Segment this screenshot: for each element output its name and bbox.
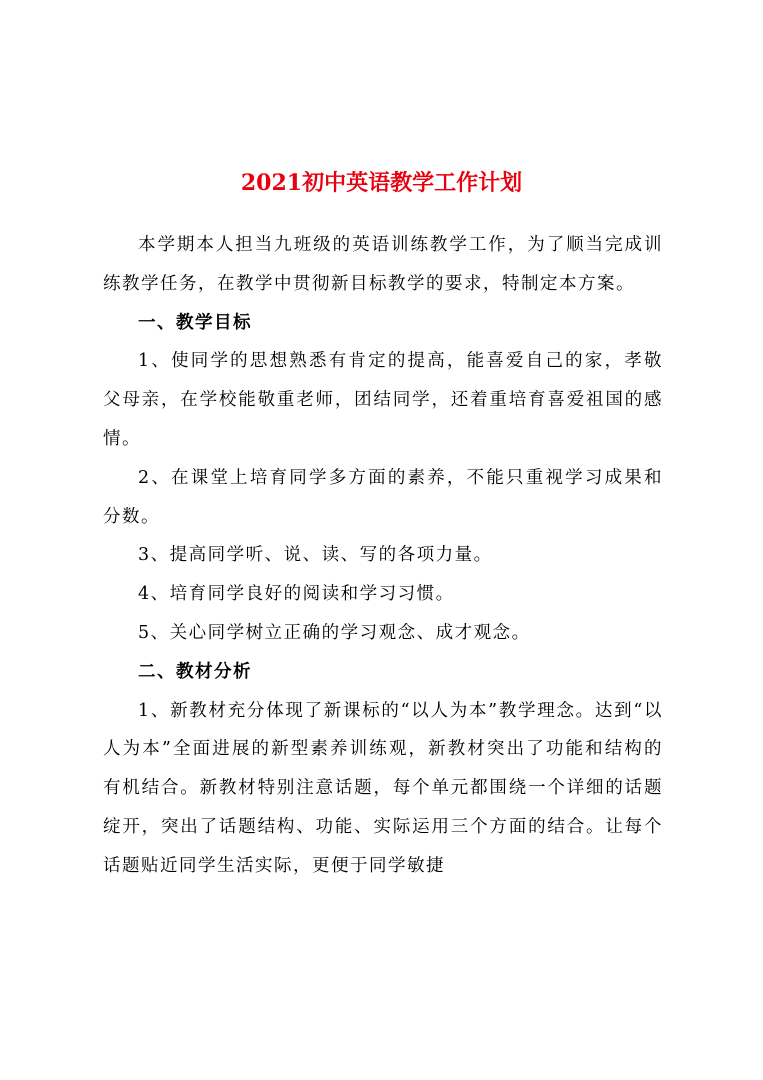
- goal-item-3: 3、提高同学听、说、读、写的各项力量。: [138, 545, 493, 566]
- goal-item-1: 1、使同学的思想熟悉有肯定的提高，能喜爱自己的家，孝敬父母亲，在学校能敬重老师，团结同学，还着重培育喜爱祖国的感情。: [103, 351, 663, 449]
- document-body: [103, 226, 663, 886]
- goal-item-4: 4、培育同学良好的阅读和学习习惯。: [138, 584, 455, 605]
- document-title: 2021初中英语教学工作计划: [240, 170, 523, 196]
- section-heading-textbook-analysis: 二、教材分析: [138, 661, 252, 682]
- goal-item-2: 2、在课堂上培育同学多方面的素养，不能只重视学习成果和分数。: [103, 467, 663, 527]
- analysis-item-1: 1、新教材充分体现了新课标的“以人为本”教学理念。达到“以人为本”全面进展的新型素养训练观，新教材突出了功能和结构的有机结合。新教材特别注意话题，每个单元都围绕一个详细的话题绽开，突出了话题结构、功能、实际运用三个方面的结合。让每个话题贴近同学生活实际，更便于同学敏捷: [103, 700, 663, 876]
- section-heading-teaching-goals: 一、教学目标: [138, 312, 252, 333]
- goal-item-5: 5、关心同学树立正确的学习观念、成才观念。: [138, 622, 531, 643]
- intro-paragraph: 本学期本人担当九班级的英语训练教学工作，为了顺当完成训练教学任务，在教学中贯彻新目标教学的要求，特制定本方案。: [103, 235, 663, 294]
